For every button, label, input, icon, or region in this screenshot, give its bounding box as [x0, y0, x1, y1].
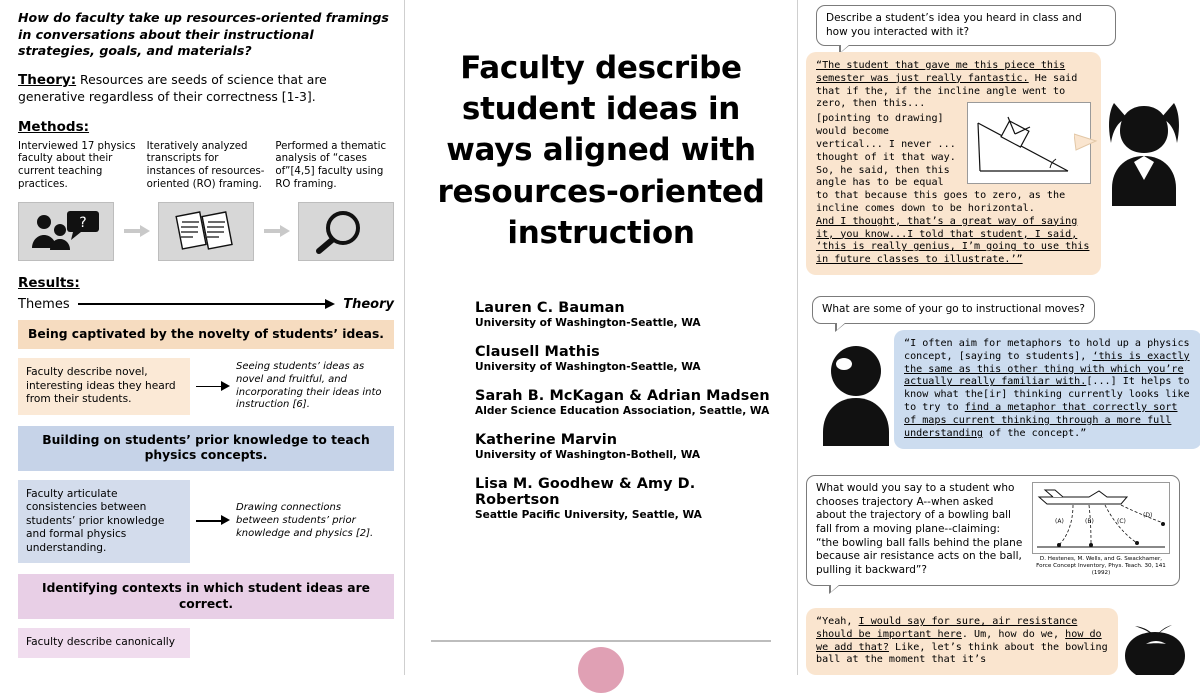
person-avatar-icon [810, 338, 902, 452]
themes-label: Themes [18, 296, 70, 312]
methods-icon-row [18, 202, 394, 261]
answer-3-segment: how do we add that? [816, 628, 1102, 653]
theme-detail: Faculty articulate consistencies between students’ prior knowledge and formal physics understanding. [18, 480, 190, 564]
answer-2-segment: ‘this is exactly the same as this other thing with which you’re actually really familiar with. [904, 350, 1190, 388]
author-affiliation: University of Washington-Bothell, WA [475, 449, 701, 462]
figure-caption: D. Hestenes, M. Wells, and G. Swackhamer, Force Concept Inventory, Phys. Teach. 30, 141 (1992) [1036, 556, 1166, 576]
arrow-icon [196, 381, 230, 393]
theme-detail-row [18, 358, 394, 415]
theme-band: Building on students’ prior knowledge to teach physics concepts. [18, 426, 394, 471]
arrow-icon [78, 299, 336, 309]
theory-label: Theory [343, 296, 394, 312]
author-affiliation: Seattle Pacific University, Seattle, WA [475, 509, 702, 522]
theory-text: Resources are seeds of science that are generative regardless of their correctness [1-3]. [18, 71, 327, 105]
documents-icon [158, 202, 254, 261]
methods-step: Iteratively analyzed transcripts for instances of resources-oriented (RO) framing. [146, 140, 265, 191]
answer-3-segment: “Yeah, [816, 616, 859, 627]
page-title: Faculty describe student ideas in ways aligned with resources-oriented instruction [437, 50, 765, 251]
author-entry [431, 300, 771, 329]
horizontal-rule [431, 640, 771, 643]
interview-question-3 [806, 475, 1180, 586]
incline-diagram [967, 102, 1091, 184]
author-entry [431, 476, 771, 521]
author-affiliation: University of Washington-Seattle, WA [475, 361, 701, 374]
answer-1-segment: “The student that gave me this piece this semester was just really fantastic. [816, 60, 1066, 84]
magnifier-icon [298, 202, 394, 261]
theme-detail-row [18, 628, 394, 658]
research-question: How do faculty take up resources-oriented framings in conversations about their instructional strategies, goals, and materials? [18, 10, 389, 59]
methods-step: Interviewed 17 physics faculty about their current teaching practices. [18, 140, 136, 191]
answer-2-segment: of the concept.” [983, 427, 1087, 439]
answer-2-segment: find a metaphor that correctly sort of maps current thinking through a more full understanding [904, 402, 1178, 439]
interview-question-1: Describe a student’s idea you heard in class and how you interacted with it? [816, 5, 1116, 46]
decorative-circle [578, 647, 624, 693]
arrow-icon [196, 515, 230, 527]
answer-1-segment: [pointing to drawing] would become vertical... I never ... thought of it that way. So, he said, then this angle has to be equal to that because this goes to zero, as the incline comes down to be horizontal. [816, 113, 1066, 214]
arrow-icon [264, 225, 289, 237]
author-name: Katherine Marvin [475, 432, 618, 449]
interview-answer-2 [894, 330, 1200, 449]
methods-step: Performed a thematic analysis of “cases of”[4,5] faculty using RO framing. [275, 140, 387, 191]
answer-3-segment: I would say for sure, air resistance should be important here [816, 616, 1078, 640]
results-heading: Results: [18, 274, 80, 291]
theme-detail-row [18, 480, 394, 564]
tomato-logo-icon [1116, 618, 1194, 675]
right-column [798, 0, 1200, 675]
svg-text:?: ? [79, 215, 87, 232]
author-name: Sarah B. McKagan & Adrian Madsen [475, 388, 770, 405]
author-name: Lauren C. Bauman [475, 300, 625, 317]
theory-block [18, 72, 394, 106]
methods-steps [18, 141, 394, 192]
svg-text:(D): (D) [1143, 512, 1153, 519]
svg-text:(C): (C) [1117, 518, 1126, 525]
interview-answer-3 [806, 608, 1118, 675]
center-column [405, 0, 797, 675]
answer-3-segment: . Um, how do we, [961, 628, 1066, 640]
interview-answer-1 [806, 52, 1101, 275]
author-entry [431, 344, 771, 373]
author-name: Clausell Mathis [475, 344, 600, 361]
people-speech-icon [18, 202, 114, 261]
theme-band: Being captivated by the novelty of students’ ideas. [18, 320, 394, 349]
theme-detail: Faculty describe novel, interesting ideas they heard from their students. [18, 358, 190, 415]
arrow-icon [124, 225, 149, 237]
theory-heading: Theory: [18, 71, 77, 88]
plane-trajectory-diagram [1032, 482, 1170, 554]
answer-1-segment: And I thought, that’s a great way of saying it, you know...I told that student, I said, ‘this is really genius, I’m going to use this in future classes to illustrate.’” [816, 215, 1090, 266]
answer-3-segment: Like, let’s think about the bowling ball at the moment that it’s [816, 641, 1108, 666]
svg-text:(A): (A) [1055, 518, 1064, 525]
theme-note: Drawing connections between students’ prior knowledge and physics [2]. [236, 502, 374, 539]
question-3-text: What would you say to a student who chooses trajectory A--when asked about the trajectory of a bowling ball fall from a moving plane--claiming: “the bowling ball falls behind the plane because air resistance acts on the ball, pulling it backward”? [816, 482, 1023, 576]
theme-detail: Faculty describe canonically [18, 628, 190, 658]
author-entry [431, 388, 771, 417]
methods-heading: Methods: [18, 118, 90, 135]
woman-avatar-icon [1096, 98, 1192, 212]
author-affiliation: University of Washington-Seattle, WA [475, 317, 701, 330]
svg-text:(B): (B) [1085, 518, 1094, 525]
answer-2-segment: “I often aim for metaphors to hold up a physics concept, [saying to students], [904, 338, 1190, 362]
theme-note: Seeing students’ ideas as novel and fruitful, and incorporating their ideas into instruction [6]. [236, 360, 382, 411]
left-column [0, 0, 404, 675]
pointer-arrow-icon [1074, 130, 1102, 156]
author-name: Lisa M. Goodhew & Amy D. Robertson [475, 476, 696, 509]
author-entry [431, 432, 771, 461]
author-affiliation: Alder Science Education Association, Seattle, WA [475, 405, 770, 418]
interview-question-2: What are some of your go to instructional moves? [812, 296, 1095, 324]
themes-to-theory-row [18, 297, 394, 312]
theme-band: Identifying contexts in which student ideas are correct. [18, 574, 394, 619]
answer-1-segment: He said that if the, if the incline angle went to zero, then this... [816, 72, 1078, 110]
answer-2-segment: [...] It helps to know what the[ir] thinking currently looks like to try to [904, 376, 1190, 414]
